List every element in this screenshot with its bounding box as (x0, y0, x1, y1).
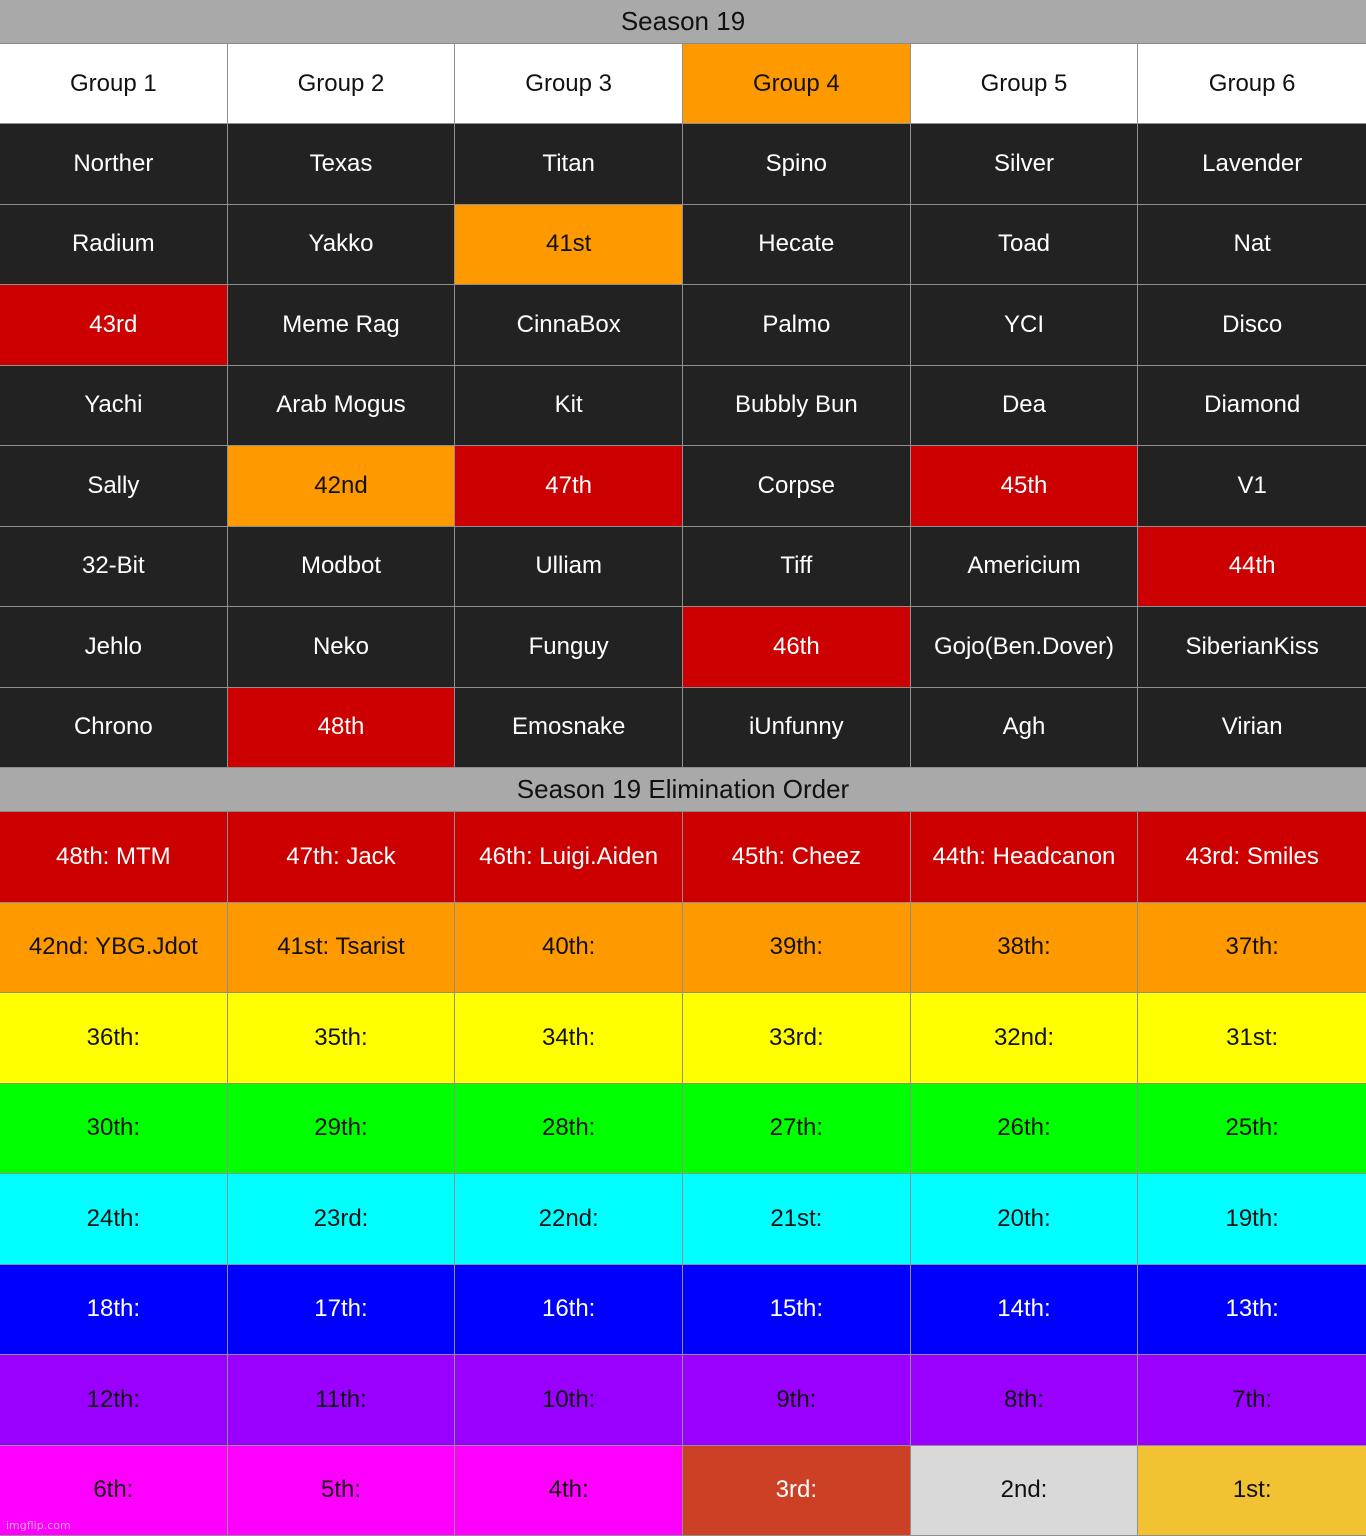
elimination-cell: 37th: (1138, 903, 1366, 994)
group-cell: Modbot (228, 527, 456, 608)
group-cell: Chrono (0, 688, 228, 769)
elimination-cell: 45th: Cheez (683, 812, 911, 903)
group-header-2: Group 2 (228, 44, 456, 124)
group-cell: Agh (911, 688, 1139, 769)
elimination-cell: 10th: (455, 1355, 683, 1446)
elimination-cell: 8th: (911, 1355, 1139, 1446)
elimination-cell: 6th: (0, 1446, 228, 1536)
elimination-cell: 22nd: (455, 1174, 683, 1265)
group-header-5: Group 5 (911, 44, 1139, 124)
group-header-6: Group 6 (1138, 44, 1366, 124)
group-cell: Americium (911, 527, 1139, 608)
elimination-cell: 4th: (455, 1446, 683, 1536)
group-cell: Lavender (1138, 124, 1366, 205)
group-cell: Ulliam (455, 527, 683, 608)
elimination-cell: 21st: (683, 1174, 911, 1265)
elimination-cell: 48th: MTM (0, 812, 228, 903)
group-cell: 46th (683, 607, 911, 688)
group-cell: CinnaBox (455, 285, 683, 366)
group-cell: Disco (1138, 285, 1366, 366)
group-cell: Gojo(Ben.Dover) (911, 607, 1139, 688)
group-cell: Texas (228, 124, 456, 205)
elimination-cell: 41st: Tsarist (228, 903, 456, 994)
elimination-cell: 7th: (1138, 1355, 1366, 1446)
group-cell: Nat (1138, 205, 1366, 286)
elimination-cell: 35th: (228, 993, 456, 1084)
elimination-cell: 1st: (1138, 1446, 1366, 1536)
group-cell: 47th (455, 446, 683, 527)
group-cell: Radium (0, 205, 228, 286)
group-cell: Titan (455, 124, 683, 205)
elimination-cell: 46th: Luigi.Aiden (455, 812, 683, 903)
group-cell: Virian (1138, 688, 1366, 769)
group-cell: Neko (228, 607, 456, 688)
group-cell: Toad (911, 205, 1139, 286)
elimination-cell: 17th: (228, 1265, 456, 1356)
elimination-cell: 27th: (683, 1084, 911, 1175)
elimination-cell: 14th: (911, 1265, 1139, 1356)
elimination-cell: 36th: (0, 993, 228, 1084)
elimination-cell: 15th: (683, 1265, 911, 1356)
elimination-cell: 11th: (228, 1355, 456, 1446)
group-cell: 43rd (0, 285, 228, 366)
elimination-cell: 24th: (0, 1174, 228, 1265)
elimination-cell: 47th: Jack (228, 812, 456, 903)
elimination-cell: 26th: (911, 1084, 1139, 1175)
group-cell: Kit (455, 366, 683, 447)
elimination-cell: 39th: (683, 903, 911, 994)
elimination-cell: 34th: (455, 993, 683, 1084)
group-cell: Spino (683, 124, 911, 205)
elimination-cell: 2nd: (911, 1446, 1139, 1536)
elimination-cell: 23rd: (228, 1174, 456, 1265)
elimination-cell: 12th: (0, 1355, 228, 1446)
elimination-cell: 33rd: (683, 993, 911, 1084)
elimination-cell: 44th: Headcanon (911, 812, 1139, 903)
group-cell: 48th (228, 688, 456, 769)
elimination-cell: 9th: (683, 1355, 911, 1446)
group-cell: YCI (911, 285, 1139, 366)
elimination-cell: 32nd: (911, 993, 1139, 1084)
elimination-cell: 31st: (1138, 993, 1366, 1084)
group-header-3: Group 3 (455, 44, 683, 124)
watermark: imgflip.com (6, 1519, 71, 1532)
group-cell: Jehlo (0, 607, 228, 688)
elimination-cell: 42nd: YBG.Jdot (0, 903, 228, 994)
group-cell: Diamond (1138, 366, 1366, 447)
groups-table (0, 44, 1366, 768)
group-header-1: Group 1 (0, 44, 228, 124)
group-cell: Corpse (683, 446, 911, 527)
elimination-cell: 18th: (0, 1265, 228, 1356)
group-cell: 45th (911, 446, 1139, 527)
group-cell: Palmo (683, 285, 911, 366)
group-cell: SiberianKiss (1138, 607, 1366, 688)
group-header-4: Group 4 (683, 44, 911, 124)
group-cell: Yachi (0, 366, 228, 447)
group-cell: V1 (1138, 446, 1366, 527)
elimination-cell: 3rd: (683, 1446, 911, 1536)
group-cell: Tiff (683, 527, 911, 608)
elimination-cell: 38th: (911, 903, 1139, 994)
group-cell: 41st (455, 205, 683, 286)
elimination-cell: 20th: (911, 1174, 1139, 1265)
elimination-cell: 40th: (455, 903, 683, 994)
elimination-cell: 25th: (1138, 1084, 1366, 1175)
group-cell: Norther (0, 124, 228, 205)
elimination-cell: 16th: (455, 1265, 683, 1356)
group-cell: Sally (0, 446, 228, 527)
season-title: Season 19 (0, 0, 1366, 44)
elimination-cell: 29th: (228, 1084, 456, 1175)
elimination-cell: 28th: (455, 1084, 683, 1175)
group-cell: Yakko (228, 205, 456, 286)
group-cell: Emosnake (455, 688, 683, 769)
group-cell: 32-Bit (0, 527, 228, 608)
elimination-table (0, 812, 1366, 1536)
group-cell: 44th (1138, 527, 1366, 608)
group-cell: 42nd (228, 446, 456, 527)
group-cell: Bubbly Bun (683, 366, 911, 447)
group-cell: Funguy (455, 607, 683, 688)
group-cell: iUnfunny (683, 688, 911, 769)
group-cell: Silver (911, 124, 1139, 205)
group-cell: Meme Rag (228, 285, 456, 366)
elimination-cell: 43rd: Smiles (1138, 812, 1366, 903)
elimination-cell: 5th: (228, 1446, 456, 1536)
elimination-cell: 13th: (1138, 1265, 1366, 1356)
elimination-title: Season 19 Elimination Order (0, 768, 1366, 812)
elimination-cell: 19th: (1138, 1174, 1366, 1265)
group-cell: Dea (911, 366, 1139, 447)
elimination-cell: 30th: (0, 1084, 228, 1175)
group-cell: Hecate (683, 205, 911, 286)
group-cell: Arab Mogus (228, 366, 456, 447)
